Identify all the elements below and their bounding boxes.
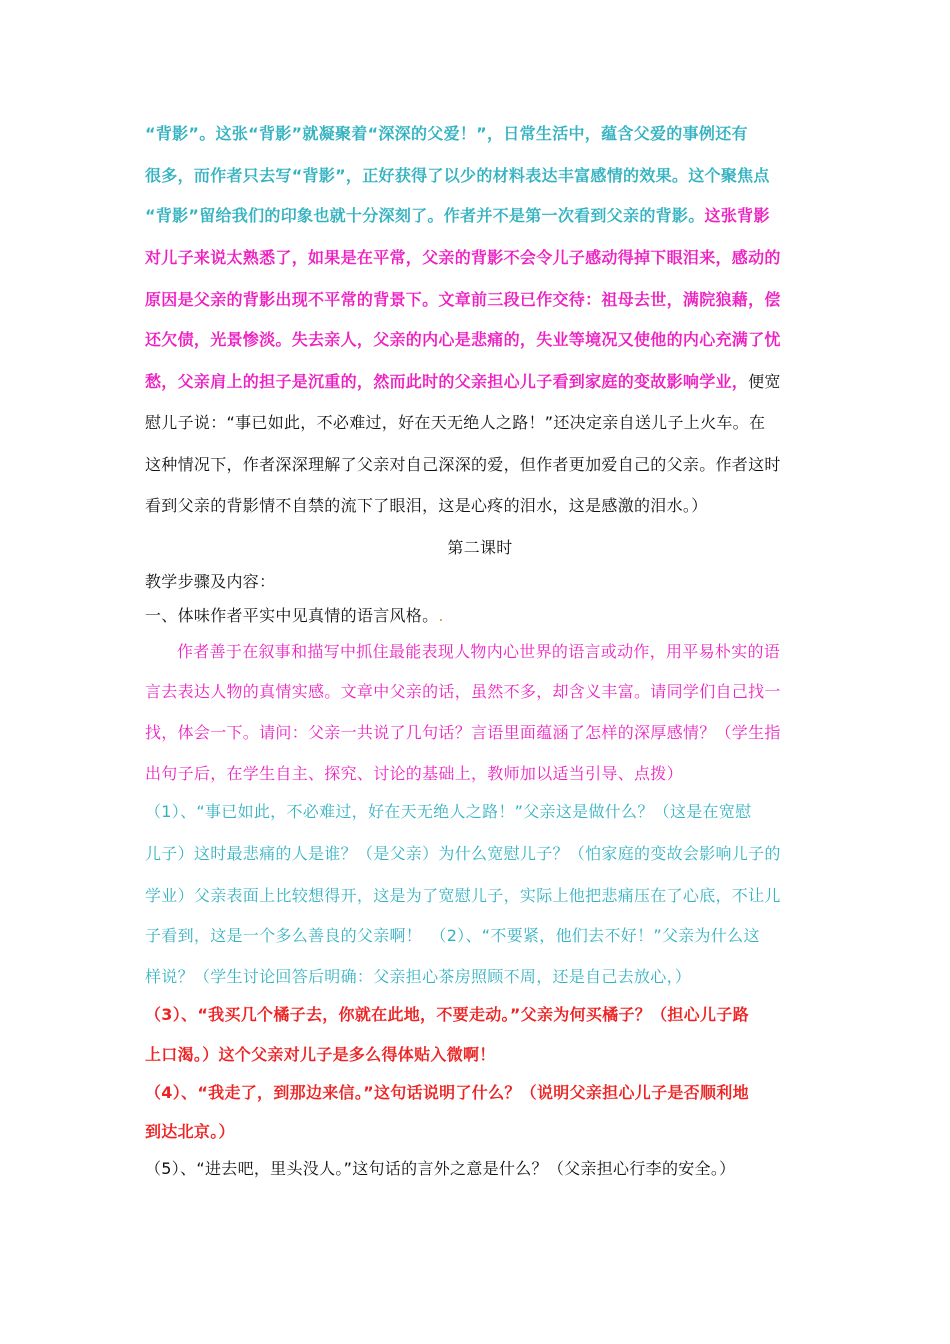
- paragraph4-line-3: （4）、“我走了，到那边来信。”这句话说明了什么？（说明父亲担心儿子是否顺利地: [145, 1083, 749, 1102]
- paragraph1-line-1-segment-1: “背影”。这张“背影”就凝聚着“深深的父爱！”，日常生活中，蕴含父爱的事例还有: [145, 124, 748, 143]
- paragraph4-line-4: 到达北京。）: [145, 1122, 235, 1141]
- paragraph2-line-4: 出句子后，在学生自主、探究、讨论的基础上，教师加以适当引导、点拨）: [145, 764, 683, 783]
- paragraph1-line-7: [145, 370, 815, 394]
- paragraph1-line-6: [145, 328, 815, 352]
- paragraph1-line-9-segment-1: 这种情况下，作者深深理解了父亲对自己深深的爱，但作者更加爱自己的父亲。作者这时: [145, 455, 781, 474]
- paragraph1-line-2-segment-1: 很多，而作者只去写“背影”，正好获得了以少的材料表达丰富感情的效果。这个聚焦点: [145, 166, 770, 185]
- paragraph1-line-9: [145, 453, 815, 477]
- paragraph2-line-1: 作者善于在叙事和描写中抓住最能表现人物内心世界的语言或动作，用平易朴实的语: [177, 642, 781, 661]
- paragraph3-line-2: 儿子）这时最悲痛的人是谁？（是父亲）为什么宽慰儿子？（怕家庭的变故会影响儿子的: [145, 844, 781, 863]
- paragraph1-line-1: [145, 122, 815, 146]
- paragraph1-line-4-segment-1: 对儿子来说太熟悉了，如果是在平常，父亲的背影不会令儿子感动得掉下眼泪来，感动的: [145, 248, 781, 267]
- point1-heading: [145, 604, 815, 628]
- paragraph1-line-7-segment-1: 愁，父亲肩上的担子是沉重的，然而此时的父亲担心儿子看到家庭的变故影响学业，: [145, 372, 749, 391]
- paragraph1-line-10-segment-1: 看到父亲的背影情不自禁的流下了眼泪，这是心疼的泪水，这是感激的泪水。）: [145, 496, 708, 515]
- paragraph1-line-5-segment-1: 原因是父亲的背影出现不平常的背景下。文章前三段已作交待：祖母去世，满院狼藉，偿: [145, 290, 781, 309]
- steps-heading: 教学步骤及内容：: [145, 572, 276, 591]
- point1-heading-text: 一、体味作者平实中见真情的语言风格。: [145, 606, 439, 625]
- paragraph1-line-4: [145, 246, 815, 270]
- paragraph1-line-8: [145, 411, 815, 435]
- paragraph4-line-2: 上口渴。）这个父亲对儿子是多么得体贴入微啊！: [145, 1045, 496, 1064]
- paragraph1-line-7-segment-2: 便宽: [748, 372, 781, 391]
- paragraph1-line-8-segment-1: 慰儿子说：“事已如此，不必难过，好在天无绝人之路！”还决定亲自送儿子上火车。在: [145, 413, 766, 432]
- paragraph3-line-1: （1）、“事已如此，不必难过，好在天无绝人之路！”父亲这是做什么？（这是在宽慰: [145, 802, 752, 821]
- paragraph2-line-2: 言去表达人物的真情实感。文章中父亲的话，虽然不多，却含义丰富。请同学们自己找一: [145, 682, 781, 701]
- paragraph1-line-3-segment-1: “背影”留给我们的印象也就十分深刻了。作者并不是第一次看到父亲的背影。: [145, 206, 705, 225]
- paragraph1-line-10: [145, 494, 815, 518]
- paragraph1-line-3: [145, 204, 815, 228]
- paragraph3-line-3: 学业）父亲表面上比较想得开，这是为了宽慰儿子，实际上他把悲痛压在了心底，不让儿: [145, 886, 781, 905]
- paragraph1-line-5: [145, 288, 815, 312]
- paragraph3-line-5: 样说？（学生讨论回答后明确：父亲担心茶房照顾不周，还是自己去放心，）: [145, 967, 692, 986]
- paragraph1-line-2: [145, 164, 815, 188]
- section-title: 第二课时: [447, 538, 513, 557]
- paragraph5-line-1: （5）、“进去吧，里头没人。”这句话的言外之意是什么？（父亲担心行李的安全。）: [145, 1159, 736, 1178]
- point1-heading-dot: .: [438, 606, 444, 625]
- paragraph1-line-6-segment-1: 还欠债，光景惨淡。失去亲人，父亲的内心是悲痛的，失业等境况又使他的内心充满了忧: [145, 330, 781, 349]
- paragraph1-line-3-segment-2: 这张背影: [704, 206, 770, 225]
- paragraph2-line-3: 找，体会一下。请问：父亲一共说了几句话？言语里面蕴涵了怎样的深厚感情？（学生指: [145, 723, 781, 742]
- paragraph3-line-4: 子看到，这是一个多么善良的父亲啊！ （2）、“不要紧，他们去不好！”父亲为什么这: [145, 926, 760, 945]
- paragraph4-line-1: （3）、“我买几个橘子去，你就在此地，不要走动。”父亲为何买橘子？（担心儿子路: [145, 1005, 749, 1024]
